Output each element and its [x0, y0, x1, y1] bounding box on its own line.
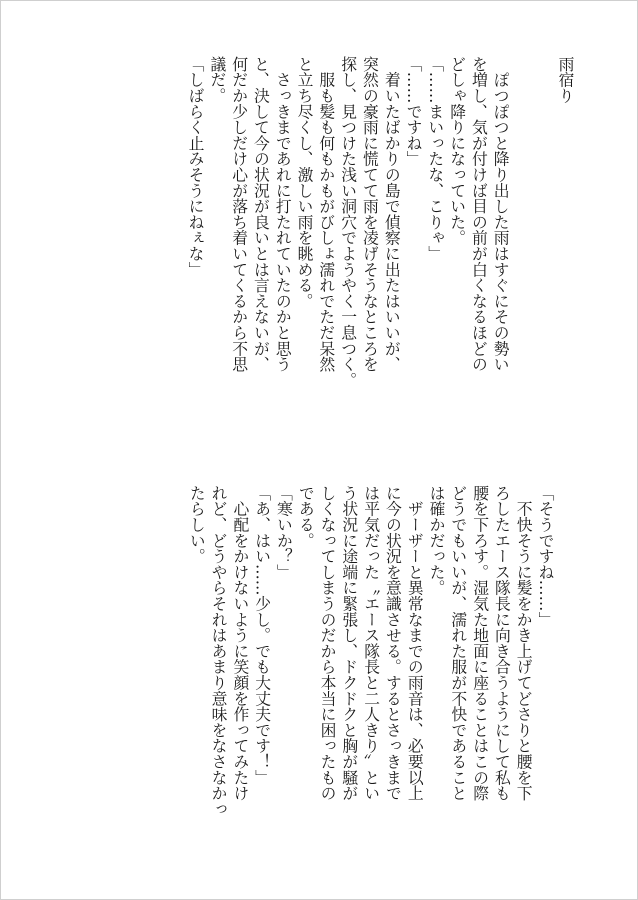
text-line: 「……まいったな、こりゃ」	[425, 56, 445, 262]
text-line: 議だ。	[207, 56, 227, 104]
upper-text-block	[184, 56, 576, 456]
text-line: と立ち尽くし、激しい雨を眺める。	[295, 56, 315, 309]
text-line: は確かだった。	[427, 485, 447, 596]
text-line: どしゃ降りになっていた。	[447, 56, 467, 246]
text-line: さっきまであれに打たれていたのかと思う	[273, 56, 293, 372]
text-line: 心配をかけないように笑顔を作ってみたけ	[230, 485, 250, 801]
text-line: たらしい。	[187, 485, 207, 564]
text-line: 腰を下ろす。湿気た地面に座ることはこの際	[470, 485, 490, 801]
text-line: 「あ、はい……少し。でも大丈夫です！」	[252, 485, 272, 786]
text-line: 着いたばかりの島で偵察に出たはいいが、	[382, 56, 402, 372]
text-line: は平気だった〝エース隊長と二人きり〟とい	[361, 485, 381, 801]
text-line: 「そうですね……」	[536, 485, 555, 628]
text-line: れど、どうやらそれはあまり意味をなさなかっ	[209, 485, 229, 817]
text-line: ろしたエース隊長に向き合うようにして私も	[492, 485, 512, 801]
text-line: 何だか少しだけ心が落ち着いてくるから不思	[229, 56, 249, 372]
chapter-title: 雨宿り	[556, 56, 575, 104]
text-line: 探し、見つけた浅い洞穴でようやく一息つく。	[338, 56, 358, 388]
text-line: 突然の豪雨に慌てて雨を凌げそうなところを	[360, 56, 380, 372]
lower-text-block	[185, 485, 556, 857]
text-line: う状況に途端に緊張し、ドクドクと胸が騒が	[339, 485, 359, 801]
text-line: 「しばらく止みそうにねぇな」	[186, 56, 206, 278]
text-line: 「……ですね」	[404, 56, 424, 167]
text-line: を増し、気が付けば目の前が白くなるほどの	[469, 56, 489, 372]
text-line: ザーザーと異常なまでの雨音は、必要以上	[405, 485, 425, 801]
text-line: である。	[296, 485, 316, 549]
text-line: 「寒いか？」	[274, 485, 294, 580]
text-line: どうでもいいが、濡れた服が不快であること	[448, 485, 468, 801]
text-line: 服も髪も何もかもがびしょ濡れでただ呆然	[316, 56, 336, 372]
text-line: に今の状況を意識させる。するとさっきまで	[383, 485, 403, 801]
text-line: しくなってしまうのだから本当に困ったもの	[318, 485, 338, 801]
text-line: と、決して今の状況が良いとは言えないが、	[251, 56, 271, 372]
text-line: 不快そうに髪をかき上げてどさりと腰を下	[514, 485, 534, 801]
text-line: ぽつぽつと降り出した雨はすぐにその勢い	[491, 56, 511, 372]
